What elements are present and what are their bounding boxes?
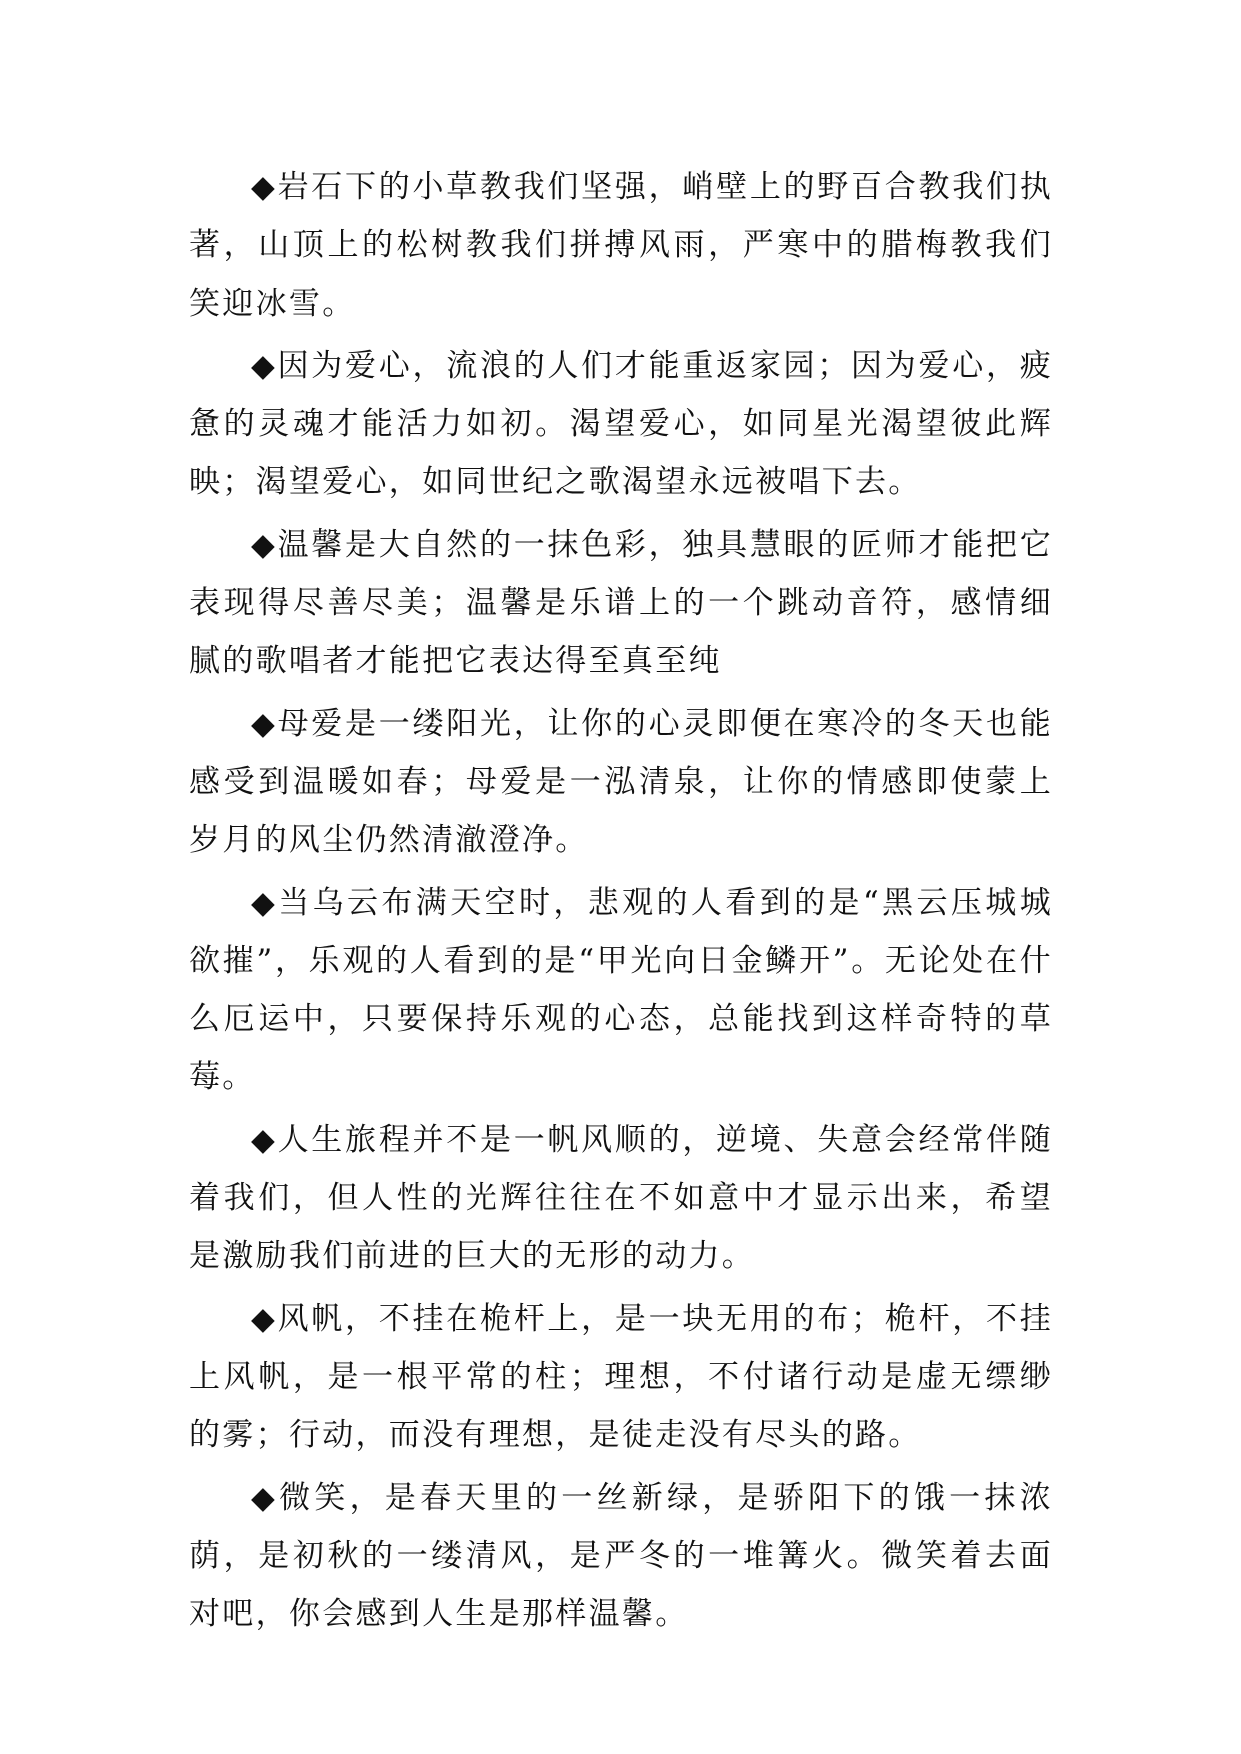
paragraph-warmth: ◆温馨是大自然的一抹色彩，独具慧眼的匠师才能把它表现得尽善尽美；温馨是乐谱上的一个跳动音符，感情细腻的歌唱者才能把它表达得至真至纯: [189, 526, 1053, 680]
paragraph-smile: ◆微笑，是春天里的一丝新绿，是骄阳下的饿一抹浓荫，是初秋的一缕清风，是严冬的一堆篝火。微笑着去面对吧，你会感到人生是那样温馨。: [189, 1479, 1053, 1633]
paragraph-sail-mast: ◆风帆，不挂在桅杆上，是一块无用的布；桅杆，不挂上风帆，是一根平常的柱；理想，不付诸行动是虚无缥缈的雾；行动，而没有理想，是徒走没有尽头的路。: [189, 1300, 1053, 1454]
paragraph-life-journey: ◆人生旅程并不是一帆风顺的，逆境、失意会经常伴随着我们，但人性的光辉往往在不如意中才显示出来，希望是激励我们前进的巨大的无形的动力。: [189, 1121, 1053, 1275]
paragraph-mother-love: ◆母爱是一缕阳光，让你的心灵即便在寒冷的冬天也能感受到温暖如春；母爱是一泓清泉，让你的情感即使蒙上岁月的风尘仍然清澈澄净。: [189, 705, 1053, 859]
paragraph-rock-grass: ◆岩石下的小草教我们坚强，峭壁上的野百合教我们执著，山顶上的松树教我们拼搏风雨，严寒中的腊梅教我们笑迎冰雪。: [189, 169, 1053, 322]
paragraph-love-heart: ◆因为爱心，流浪的人们才能重返家园；因为爱心，疲惫的灵魂才能活力如初。渴望爱心，如同星光渴望彼此辉映；渴望爱心，如同世纪之歌渴望永远被唱下去。: [189, 347, 1053, 501]
paragraph-dark-clouds: ◆当乌云布满天空时，悲观的人看到的是“黑云压城城欲摧”，乐观的人看到的是“甲光向日金鳞开”。无论处在什么厄运中，只要保持乐观的心态，总能找到这样奇特的草莓。: [189, 884, 1053, 1096]
document-body: [189, 158, 1053, 1647]
